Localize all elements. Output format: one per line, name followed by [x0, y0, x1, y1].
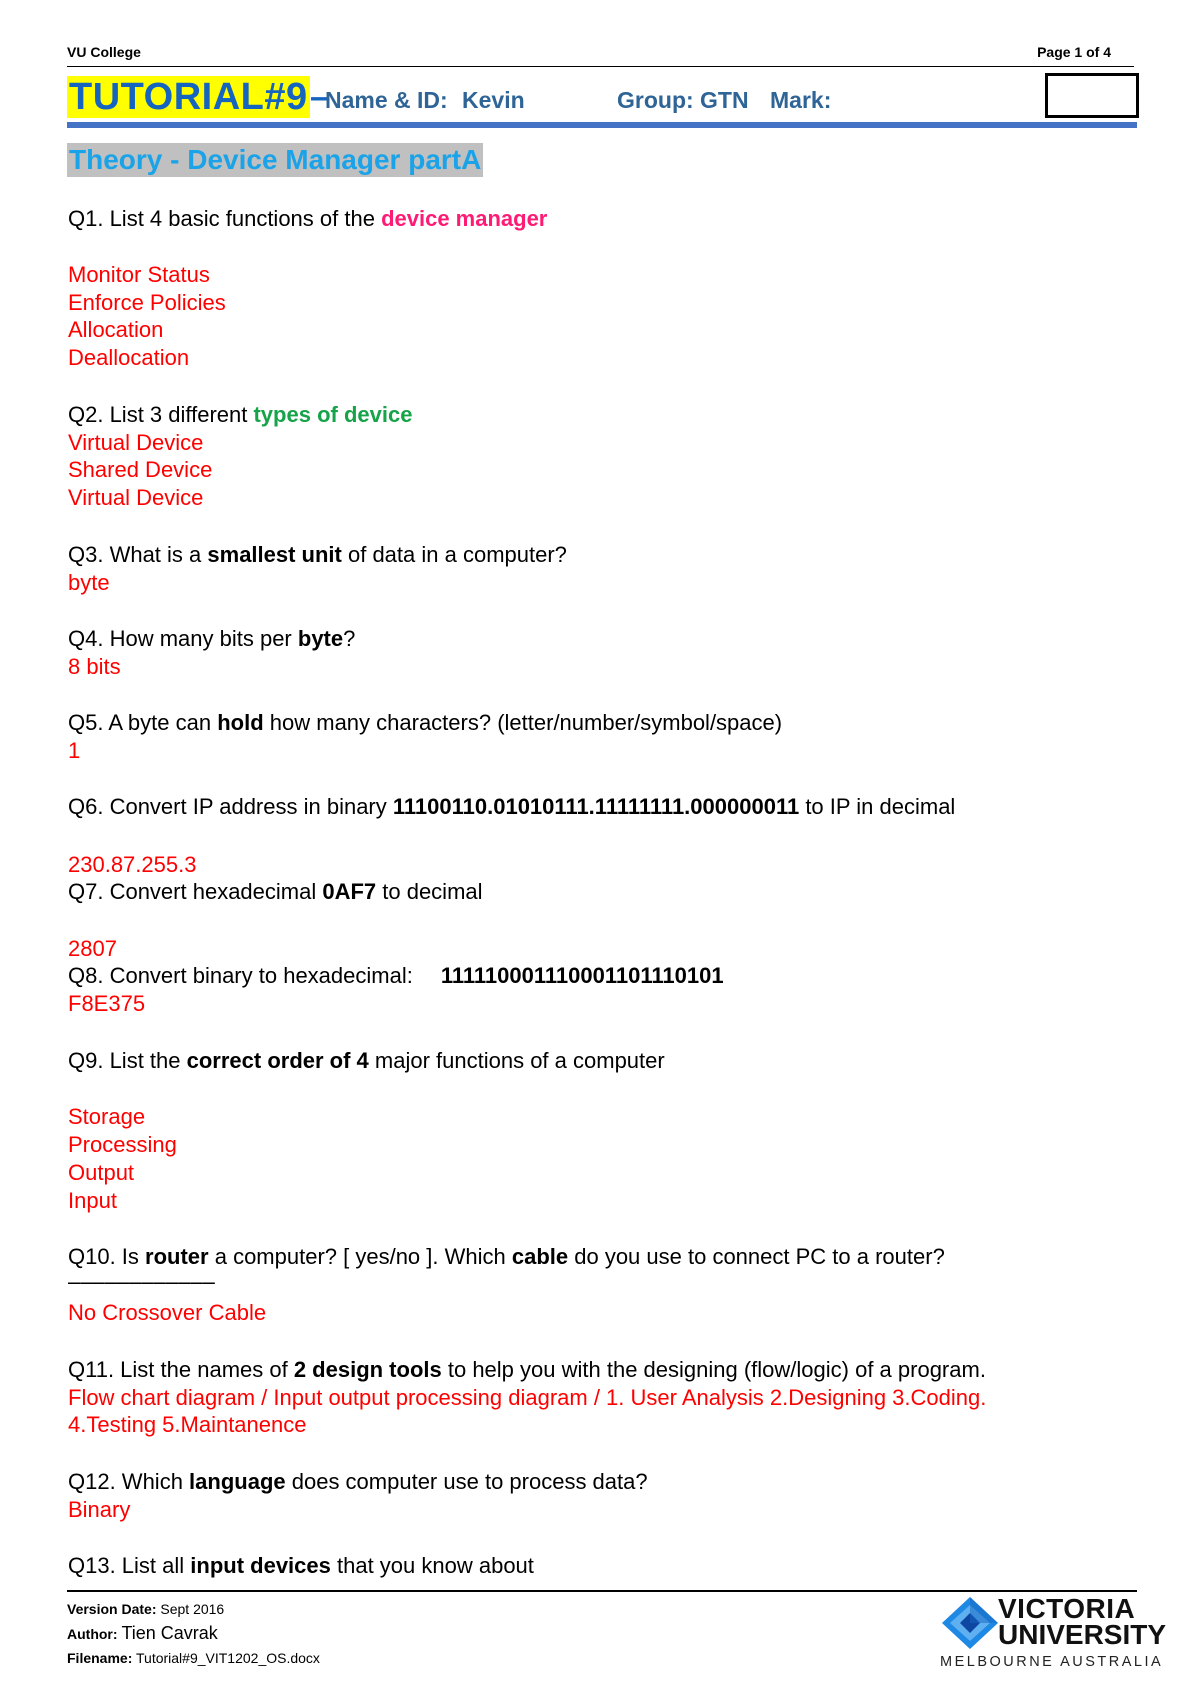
answer-2-3: Virtual Device	[68, 485, 204, 510]
question-text: do you use to connect PC to a router?	[568, 1244, 945, 1269]
question-keyword: 2 design tools	[293, 1357, 442, 1382]
question-text: Q5. A byte can	[68, 710, 218, 735]
question-keyword: language	[189, 1469, 286, 1494]
author	[67, 1621, 320, 1646]
footer-divider	[67, 1590, 1137, 1592]
filename	[67, 1646, 320, 1670]
question-keyword: hold	[217, 710, 264, 735]
victoria-university-logo	[940, 1593, 1167, 1670]
question-1	[68, 205, 547, 232]
answer-10: No Crossover Cable	[68, 1300, 267, 1325]
logo-line-3: MELBOURNE AUSTRALIA	[940, 1654, 1164, 1670]
question-9	[68, 1047, 665, 1074]
answer-4: 8 bits	[68, 654, 121, 679]
question-3	[68, 541, 567, 568]
question-text: Q12. Which	[68, 1469, 190, 1494]
question-text: Q9. List the	[68, 1048, 187, 1073]
answer-2-1: Virtual Device	[68, 430, 204, 455]
version-value: Sept 2016	[160, 1601, 225, 1617]
question-12	[68, 1468, 648, 1495]
answer-8: F8E375	[68, 991, 146, 1016]
question-text: major functions of a computer	[368, 1048, 665, 1073]
answer-1-3: Allocation	[68, 317, 164, 342]
question-text: Q6. Convert IP address in binary	[68, 794, 393, 819]
question-text: Q13. List all	[68, 1553, 191, 1578]
question-keyword: 11100110.01010111.11111111.000000011	[392, 794, 800, 819]
logo-line-2: UNIVERSITY	[998, 1619, 1167, 1650]
question-keyword: device manager	[381, 206, 548, 231]
question-text: of data in a computer?	[341, 542, 567, 567]
question-text: to IP in decimal	[799, 794, 956, 819]
question-text: a computer? [ yes/no ]. Which	[208, 1244, 512, 1269]
question-text: that you know about	[330, 1553, 534, 1578]
name-value: Kevin	[462, 87, 525, 113]
answer-1-4: Deallocation	[68, 345, 190, 370]
question-keyword: 111110001110001101110101	[440, 963, 724, 988]
group-label: Group: GTN	[617, 87, 749, 113]
answer-11-line-2: 4.Testing 5.Maintanence	[68, 1412, 307, 1437]
question-4	[68, 625, 355, 652]
question-text: Q4. How many bits per	[68, 626, 298, 651]
answer-11-line-1: Flow chart diagram / Input output processing diagram / 1. User Analysis 2.Designing 3.Coding.	[68, 1385, 987, 1410]
filename-value: Tutorial#9_VIT1202_OS.docx	[136, 1650, 320, 1666]
question-8	[68, 962, 724, 989]
answer-9-1: Storage	[68, 1104, 146, 1129]
question-text: Q7. Convert hexadecimal	[68, 879, 323, 904]
question-keyword: smallest unit	[207, 542, 342, 567]
page-number: Page 1 of 4	[1037, 44, 1111, 60]
question-5	[68, 709, 782, 736]
question-text: Q10. Is	[68, 1244, 146, 1269]
mark-box[interactable]	[1045, 73, 1139, 118]
question-keyword: router	[145, 1244, 209, 1269]
question-7	[68, 878, 483, 905]
question-keyword: byte	[297, 626, 344, 651]
filename-label: Filename:	[67, 1650, 133, 1666]
question-10	[68, 1243, 945, 1270]
question-text: does computer use to process data?	[285, 1469, 648, 1494]
question-text: ?	[343, 626, 356, 651]
question-keyword: cable	[511, 1244, 569, 1269]
question-keyword: input devices	[190, 1553, 331, 1578]
answer-6: 230.87.255.3	[68, 852, 197, 877]
answer-blank-line: ––––––––––––	[68, 1269, 215, 1294]
question-text: Q2. List 3 different	[68, 402, 254, 427]
title-row	[67, 76, 1134, 124]
mark-label: Mark:	[770, 87, 832, 113]
title-underline	[67, 122, 1137, 128]
page-header	[67, 44, 1133, 64]
question-text: Q1. List 4 basic functions of the	[68, 206, 382, 231]
section-title: Theory - Device Manager partA	[69, 144, 482, 175]
question-text: to decimal	[376, 879, 483, 904]
answer-5: 1	[68, 738, 81, 763]
version-date	[67, 1597, 320, 1621]
author-value: Tien Cavrak	[121, 1623, 218, 1643]
question-11	[68, 1356, 986, 1383]
header-divider	[67, 66, 1134, 67]
title-dash: –	[310, 78, 329, 116]
page-footer	[67, 1597, 320, 1670]
question-text: Q8. Convert binary to hexadecimal:	[68, 963, 413, 988]
author-label: Author:	[67, 1626, 118, 1642]
question-6	[68, 793, 955, 820]
question-2	[68, 401, 412, 428]
name-id-label: Name & ID:	[325, 87, 448, 113]
answer-9-4: Input	[68, 1188, 117, 1213]
answer-3: byte	[68, 570, 110, 595]
question-13	[68, 1552, 534, 1579]
answer-1-1: Monitor Status	[68, 262, 210, 287]
question-keyword: 0AF7	[322, 879, 377, 904]
question-text: Q3. What is a	[68, 542, 208, 567]
version-label: Version Date:	[67, 1601, 157, 1617]
question-text: how many characters? (letter/number/symbol/space)	[263, 710, 783, 735]
question-keyword: types of device	[253, 402, 413, 427]
answer-7: 2807	[68, 936, 117, 961]
answer-9-2: Processing	[68, 1132, 177, 1157]
answer-2-2: Shared Device	[68, 457, 213, 482]
college-name: VU College	[67, 44, 141, 60]
answer-12: Binary	[68, 1497, 131, 1522]
diamond-logo-icon	[942, 1597, 998, 1649]
answer-9-3: Output	[68, 1160, 135, 1185]
question-text: to help you with the designing (flow/logic) of a program.	[441, 1357, 986, 1382]
answer-1-2: Enforce Policies	[68, 290, 226, 315]
question-text: Q11. List the names of	[68, 1357, 294, 1382]
logo-line-1: VICTORIA	[998, 1593, 1136, 1624]
tutorial-title: TUTORIAL#9	[69, 76, 308, 118]
question-keyword: correct order of 4	[186, 1048, 369, 1073]
